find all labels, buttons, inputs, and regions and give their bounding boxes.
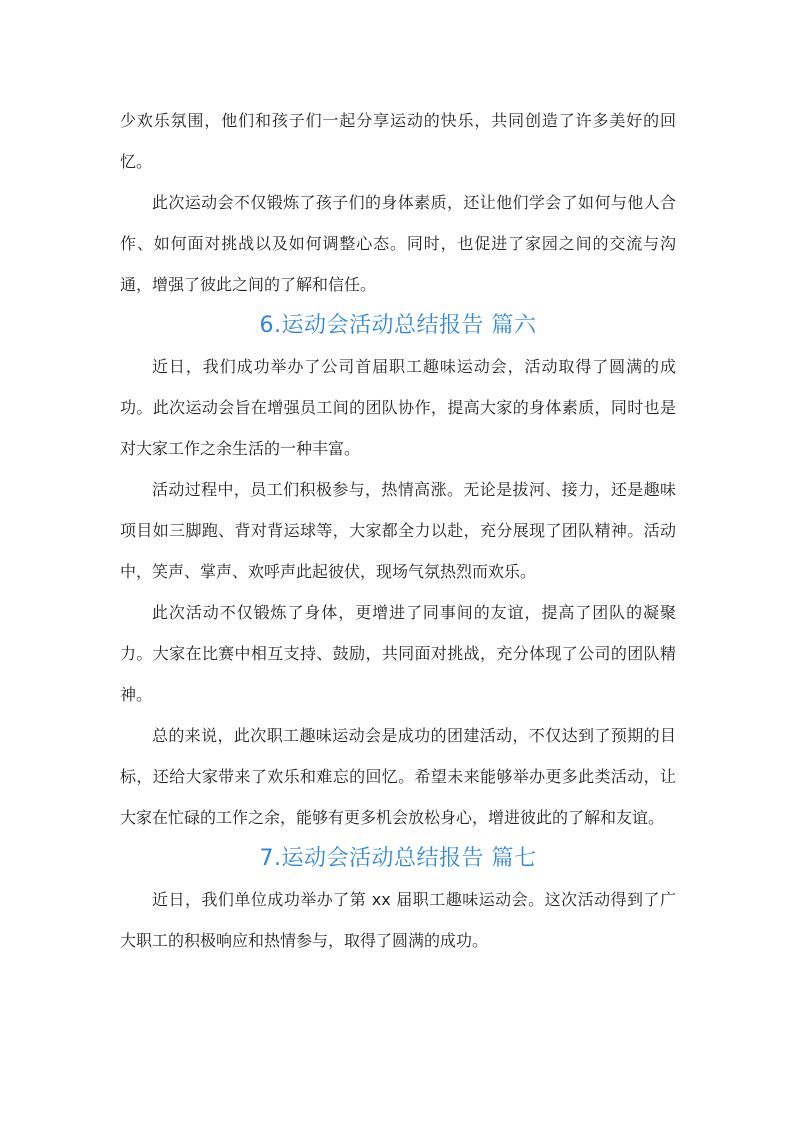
paragraph: 总的来说，此次职工趣味运动会是成功的团建活动，不仅达到了预期的目标，还给大家带来了欢乐和难忘的回忆。希望未来能够举办更多此类活动，让大家在忙碌的工作之余，能够有更多机会放松身心，增进彼此的了解和友谊。 bbox=[120, 726, 676, 827]
paragraph: 活动过程中，员工们积极参与，热情高涨。无论是拔河、接力，还是趣味项目如三脚跑、背对背运球等，大家都全力以赴，充分展现了团队精神。活动中，笑声、掌声、欢呼声此起彼伏，现场气氛热烈而欢乐。 bbox=[120, 480, 676, 581]
section-heading: 7.运动会活动总结报告 篇七 bbox=[259, 846, 537, 871]
paragraph: 近日，我们单位成功举办了第 xx 届职工趣味运动会。这次活动得到了广大职工的积极响应和热情参与，取得了圆满的成功。 bbox=[120, 890, 676, 950]
paragraph: 近日，我们成功举办了公司首届职工趣味运动会，活动取得了圆满的成功。此次运动会旨在增强员工间的团队协作，提高大家的身体素质，同时也是对大家工作之余生活的一种丰富。 bbox=[120, 357, 676, 458]
paragraph: 此次运动会不仅锻炼了孩子们的身体素质，还让他们学会了如何与他人合作、如何面对挑战以及如何调整心态。同时，也促进了家园之间的交流与沟通，增强了彼此之间的了解和信任。 bbox=[120, 193, 676, 294]
paragraph-continued: 少欢乐氛围，他们和孩子们一起分享运动的快乐，共同创造了许多美好的回忆。 bbox=[120, 111, 676, 171]
paragraph: 此次活动不仅锻炼了身体，更增进了同事间的友谊，提高了团队的凝聚力。大家在比赛中相互支持、鼓励，共同面对挑战，充分体现了公司的团队精神。 bbox=[120, 603, 676, 704]
section-heading: 6.运动会活动总结报告 篇六 bbox=[259, 313, 537, 338]
document-body bbox=[120, 100, 676, 961]
